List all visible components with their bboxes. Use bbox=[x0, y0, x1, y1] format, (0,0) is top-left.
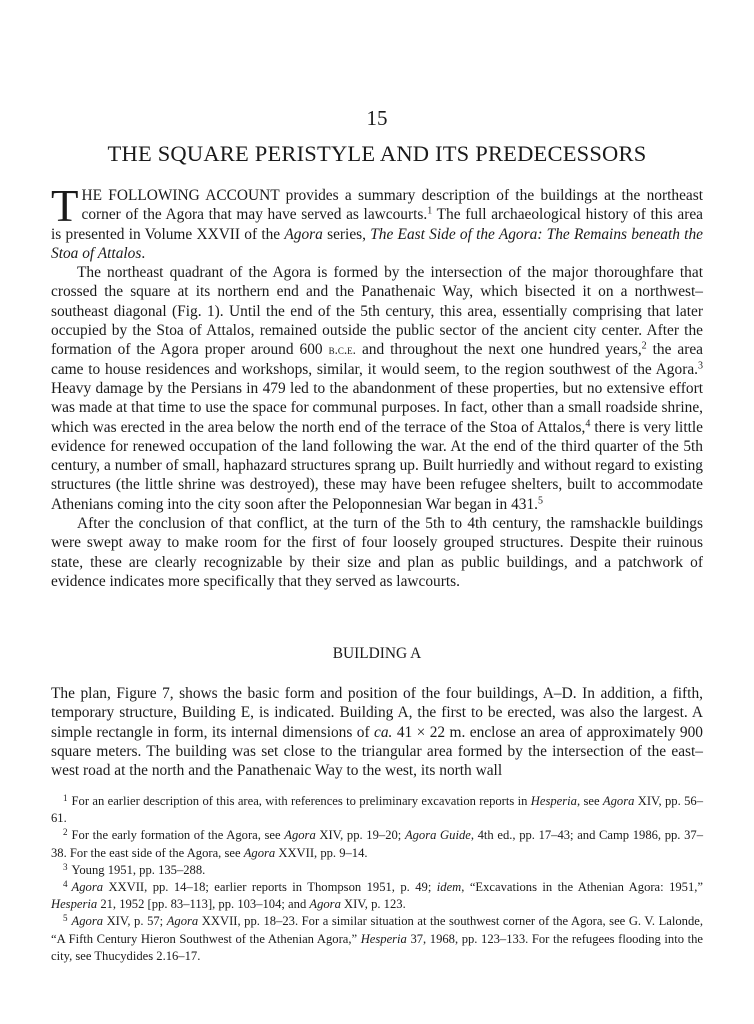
footnote bbox=[51, 827, 703, 861]
paragraph bbox=[51, 684, 703, 780]
footnote-ref: 3 bbox=[698, 360, 703, 372]
footnote-number: 4 bbox=[63, 878, 68, 889]
text-run: For an earlier description of this area, with references to preliminary excavation reports in bbox=[71, 794, 531, 808]
text-run: The full archaeological history of this area is presented in Volume XXVII of the bbox=[51, 206, 703, 243]
italic-text: Agora bbox=[284, 828, 316, 843]
italic-text: Hesperia bbox=[530, 794, 577, 808]
chapter-title: THE SQUARE PERISTYLE AND ITS PREDECESSORS bbox=[107, 141, 647, 166]
text-run: series, bbox=[322, 225, 371, 243]
italic-text: Agora Guide bbox=[404, 828, 471, 843]
text-run: , “Excavations in the Athenian Agora: 1951,” bbox=[461, 880, 704, 895]
text-run: XIV, pp. 19–20; bbox=[315, 828, 405, 843]
drop-cap: T bbox=[51, 181, 79, 231]
italic-text: Agora bbox=[309, 897, 341, 912]
footnote-ref: 2 bbox=[641, 340, 647, 352]
text-run: Heavy damage by the Persians in 479 led to the abandonment of these properties, but no extensive effort was made at that time to use the space for communal purposes. In fact, other than a small roadside shrine, which was erected in the area below the north end of the terrace of the Stoa of Attalos, bbox=[51, 379, 703, 436]
text-run: , see bbox=[576, 794, 603, 808]
text-run: XIV, p. 123. bbox=[340, 897, 406, 912]
footnote bbox=[51, 913, 703, 965]
italic-text: ca. bbox=[374, 723, 393, 741]
footnote-ref: 5 bbox=[538, 495, 544, 507]
section-text bbox=[51, 684, 703, 780]
text-run: Young 1951, pp. 135–288. bbox=[71, 862, 206, 877]
italic-text: Agora bbox=[166, 914, 199, 929]
chapter-number: 15 bbox=[366, 106, 388, 130]
italic-text: Agora bbox=[602, 794, 635, 808]
text-run: . bbox=[141, 244, 146, 262]
text-run: and throughout the next one hundred years, bbox=[356, 341, 642, 359]
footnote bbox=[51, 793, 703, 827]
text-run: 37, 1968, pp. 123–133. For the refugees flooding into the city, see Thucydides 2.16–17. bbox=[51, 931, 704, 963]
text-run: 21, 1952 [pp. 83–113], pp. 103–104; and bbox=[97, 897, 310, 912]
italic-text: Agora bbox=[284, 225, 323, 243]
text-run: After the conclusion of that conflict, at the turn of the 5th to 4th century, the ramshackle buildings were swept away to make room for the first of four loosely grouped structures. Despite their ruinous state, these are clearly recognizable by their size and plan as public buildings, and a patchwork of evidence indicates more specifically that they served as lawcourts. bbox=[51, 515, 703, 590]
paragraph bbox=[51, 263, 703, 514]
text-run: the area came to house residences and workshops, similar, it would seem, to the region southwest of the Agora. bbox=[51, 341, 703, 378]
section-heading: BUILDING A bbox=[332, 645, 422, 662]
paragraph bbox=[51, 181, 703, 263]
italic-text: Agora bbox=[243, 845, 276, 860]
italic-text: Hesperia bbox=[51, 897, 98, 912]
text-run: XXVII, pp. 14–18; earlier reports in Thompson 1951, p. 49; bbox=[103, 880, 437, 895]
footnote-ref: 1 bbox=[427, 205, 433, 217]
text-run: The northeast quadrant of the Agora is formed by the intersection of the major thoroughfare that crossed the square at its northern end and the Panathenaic Way, which bisected it on a northwest–southeast diagonal (Fig. 1). Until the end of the 5th century, this area, essentially comprising that later occupied by the Stoa of Attalos, remained outside the public sector of the ancient city center. After the formation of the Agora proper around 600 bbox=[51, 264, 703, 359]
text-run: , 4th ed., pp. 17–43; and Camp 1986, pp. 37–38. For the east side of the Agora, see bbox=[51, 828, 703, 860]
paragraph bbox=[51, 514, 703, 591]
footnote bbox=[51, 862, 703, 879]
text-run: XIV, p. 57; bbox=[103, 914, 167, 929]
italic-text: The East Side of the Agora: The Remains beneath the Stoa of Attalos bbox=[51, 225, 703, 262]
text-run: HE FOLLOWING ACCOUNT provides a summary description of the buildings at the northeast corner of the Agora that may have served as lawcourts. bbox=[81, 187, 703, 224]
small-caps-text: b.c.e. bbox=[328, 342, 356, 358]
footnote-number: 2 bbox=[63, 827, 68, 838]
text-run: 41 × 22 m. enclose an area of approximately 900 square meters. The building was set close to the triangular area formed by the intersection of the east–west road at the north and the Panathenaic Way to the west, its north wall bbox=[51, 723, 703, 780]
italic-text: Agora bbox=[71, 880, 104, 895]
footnote-ref: 4 bbox=[585, 418, 591, 430]
text-run: For the early formation of the Agora, see bbox=[71, 828, 285, 843]
footnote-number: 5 bbox=[63, 913, 68, 924]
text-run: there is very little evidence for renewed occupation of the land following the war. At the end of the third quarter of the 5th century, a number of small, haphazard structures sprang up. Built hurriedly and without regard to existing structures (the little shrine was destroyed), these may have been refugee shelters, built to accommodate Athenians coming into the city soon after the Peloponnesian War began in 431. bbox=[51, 418, 703, 513]
footnote-number: 1 bbox=[63, 792, 68, 803]
footnotes bbox=[51, 793, 703, 965]
text-run: The plan, Figure 7, shows the basic form and position of the four buildings, A–D. In addition, a fifth, temporary structure, Building E, is indicated. Building A, the first to be erected, was also the largest. A simple rectangle in form, its internal dimensions of bbox=[51, 685, 703, 741]
text-run: XXVII, pp. 18–23. For a similar situation at the southwest corner of the Agora, see G. V. Lalonde, “A Fifth Century Hieron Southwest of the Athenian Agora,” bbox=[51, 914, 703, 946]
italic-text: Agora bbox=[71, 914, 104, 929]
footnote-number: 3 bbox=[63, 861, 68, 872]
intro-text bbox=[51, 181, 703, 591]
text-run: XIV, pp. 56–61. bbox=[51, 794, 703, 826]
italic-text: idem bbox=[436, 880, 462, 895]
footnote bbox=[51, 879, 703, 913]
italic-text: Hesperia bbox=[360, 931, 407, 946]
text-run: XXVII, pp. 9–14. bbox=[275, 845, 368, 860]
